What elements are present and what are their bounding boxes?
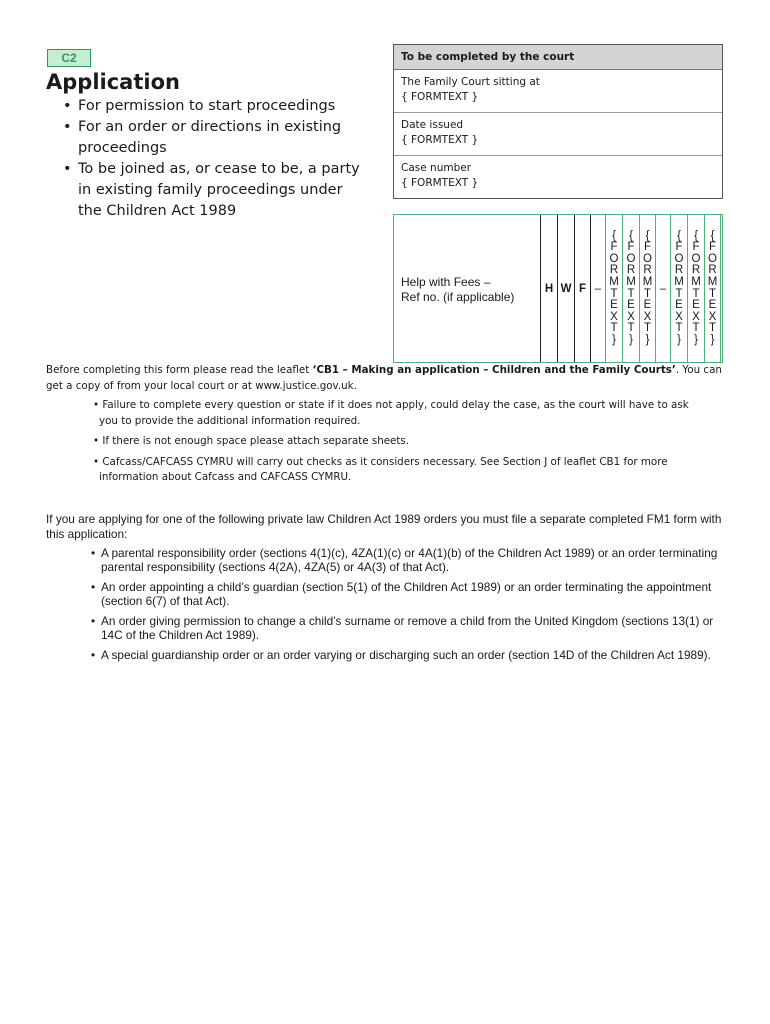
date-issued-label: Date issued <box>401 119 464 131</box>
formtext-char: F <box>627 241 635 254</box>
formtext-char: } <box>677 333 681 346</box>
formtext-char: F <box>675 241 683 254</box>
formtext-char: { <box>629 229 633 242</box>
formtext-char: M <box>674 275 684 288</box>
bullet: • <box>63 161 72 177</box>
purpose-list <box>63 96 363 222</box>
court-box-header: To be completed by the court <box>394 45 722 70</box>
note-item: • Cafcass/CAFCASS CYMRU will carry out checks as it considers necessary. See Section J of leaflet CB1 for more information about Cafcass and CAFCASS CYMRU. <box>93 455 668 483</box>
formtext-char: T <box>627 287 635 300</box>
hwf-formtext-column <box>605 215 622 362</box>
formtext-char: T <box>692 322 700 335</box>
hwf-field-group-1[interactable] <box>605 215 656 362</box>
hwf-ref-cells <box>540 215 721 362</box>
formtext-char: O <box>643 252 652 265</box>
formtext-char: T <box>692 287 700 300</box>
formtext-char: T <box>610 287 618 300</box>
date-issued-row <box>394 113 722 156</box>
court-use-box <box>393 44 723 199</box>
formtext-char: X <box>675 310 683 323</box>
formtext-char: T <box>643 322 652 335</box>
formtext-char: O <box>708 252 717 265</box>
fm1-item <box>91 580 721 608</box>
hwf-formtext-column <box>622 215 639 362</box>
formtext-char: O <box>626 252 636 265</box>
hwf-formtext-column <box>704 215 721 362</box>
hwf-field-group-2[interactable] <box>670 215 721 362</box>
formtext-char: } <box>645 333 650 346</box>
formtext-char: R <box>691 264 701 277</box>
formtext-char: R <box>643 264 652 277</box>
formtext-char: T <box>708 287 717 300</box>
hwf-letter-cell: W <box>557 215 574 362</box>
hwf-formtext-column <box>687 215 704 362</box>
fm1-item <box>91 614 721 642</box>
formtext-char: E <box>675 299 683 312</box>
formtext-char: X <box>692 310 700 323</box>
formtext-char: O <box>674 252 684 265</box>
formtext-char: M <box>609 275 619 288</box>
hwf-letter-cell: F <box>574 215 591 362</box>
fm1-intro: If you are applying for one of the following private law Children Act 1989 orders you must file a separate completed FM1 form with this application: <box>46 512 722 541</box>
date-issued-field[interactable]: { FORMTEXT } <box>401 134 479 146</box>
formtext-char: { <box>645 229 650 242</box>
formtext-char: E <box>610 299 618 312</box>
hwf-label-line2: Ref no. (if applicable) <box>401 290 515 304</box>
intro-after: . You can get a copy of from your local court or at www.justice.gov.uk. <box>46 364 722 392</box>
formtext-char: } <box>710 333 715 346</box>
formtext-char: E <box>692 299 700 312</box>
formtext-char: } <box>694 333 698 346</box>
formtext-char: } <box>629 333 633 346</box>
formtext-char: F <box>708 241 717 254</box>
leaflet-title: ‘CB1 – Making an application – Children and the Family Courts’ <box>312 364 676 376</box>
formtext-char: X <box>643 310 652 323</box>
hwf-label-line1: Help with Fees – <box>401 275 491 289</box>
hwf-dash: – <box>594 282 602 295</box>
case-number-row <box>394 156 722 199</box>
formtext-char: E <box>627 299 635 312</box>
intro-before: Before completing this form please read the leaflet <box>46 364 313 376</box>
fm1-item <box>91 546 721 574</box>
court-sitting-field[interactable]: { FORMTEXT } <box>401 91 479 103</box>
bullet: • <box>63 98 72 114</box>
formtext-char: X <box>708 310 717 323</box>
case-number-label: Case number <box>401 162 472 174</box>
purpose-text: For an order or directions in existing proceedings <box>78 119 342 156</box>
page-title: Application <box>46 70 180 94</box>
formtext-char: T <box>708 322 717 335</box>
formtext-char: E <box>708 299 717 312</box>
fm1-item <box>91 648 721 662</box>
fm1-item-text: A special guardianship order or an order varying or discharging such an order (section 14D of the Children Act 1989). <box>101 648 711 662</box>
bullet: • <box>63 119 72 135</box>
note-item: • Failure to complete every question or state if it does not apply, could delay the case, as the court will have to ask you to provide the additional information required. <box>93 399 689 427</box>
court-sitting-label: The Family Court sitting at <box>401 76 540 88</box>
formtext-char: R <box>674 264 684 277</box>
formtext-char: F <box>692 241 700 254</box>
formtext-char: { <box>677 229 681 242</box>
hwf-letter-cell: H <box>540 215 557 362</box>
help-with-fees-box <box>393 214 723 363</box>
formtext-char: M <box>626 275 636 288</box>
bullet: • <box>91 648 96 662</box>
formtext-char: O <box>609 252 619 265</box>
formtext-char: M <box>642 275 653 288</box>
fm1-item-text: An order giving permission to change a child’s surname or remove a child from the United Kingdom (sections 13(1) or 14C of the Children Act 1989). <box>101 614 714 642</box>
purpose-text: To be joined as, or cease to be, a party in existing family proceedings under the Children Act 1989 <box>78 161 360 219</box>
formtext-char: M <box>707 275 718 288</box>
fm1-orders-list <box>91 546 721 668</box>
note-item: • If there is not enough space please attach separate sheets. <box>93 435 410 447</box>
formtext-char: T <box>643 287 652 300</box>
hwf-dash: – <box>659 282 667 295</box>
bullet: • <box>91 580 96 594</box>
bullet: • <box>91 614 96 628</box>
purpose-item <box>63 96 363 117</box>
formtext-char: { <box>612 229 616 242</box>
formtext-char: { <box>710 229 715 242</box>
hwf-formtext-column <box>670 215 687 362</box>
formtext-char: F <box>643 241 652 254</box>
fm1-item-text: An order appointing a child’s guardian (section 5(1) of the Children Act 1989) or an order terminating the appointment (section 6(7) of that Act). <box>101 580 712 608</box>
purpose-text: For permission to start proceedings <box>78 98 336 114</box>
formtext-char: X <box>610 310 618 323</box>
formtext-char: R <box>609 264 619 277</box>
intro-paragraph <box>46 363 726 394</box>
formtext-char: } <box>612 333 616 346</box>
formtext-char: { <box>694 229 698 242</box>
case-number-field[interactable]: { FORMTEXT } <box>401 177 479 189</box>
formtext-char: T <box>627 322 635 335</box>
notes-list <box>93 398 693 491</box>
formtext-char: E <box>643 299 652 312</box>
hwf-formtext-column <box>639 215 656 362</box>
hwf-label <box>401 275 536 305</box>
bullet: • <box>91 546 96 560</box>
purpose-item <box>63 159 363 222</box>
form-code-badge: C2 <box>47 49 91 67</box>
formtext-char: X <box>627 310 635 323</box>
court-sitting-row <box>394 70 722 113</box>
formtext-char: F <box>610 241 618 254</box>
formtext-char: T <box>610 322 618 335</box>
formtext-char: T <box>675 322 683 335</box>
formtext-char: M <box>691 275 701 288</box>
purpose-item <box>63 117 363 159</box>
fm1-item-text: A parental responsibility order (sections 4(1)(c), 4ZA(1)(c) or 4A(1)(b) of the Children Act 1989) or an order terminating parental responsibility (sections 4(2A), 4ZA(5) or 4A(3) of that Act). <box>101 546 718 574</box>
formtext-char: R <box>626 264 636 277</box>
formtext-char: T <box>675 287 683 300</box>
formtext-char: R <box>708 264 717 277</box>
formtext-char: O <box>691 252 701 265</box>
